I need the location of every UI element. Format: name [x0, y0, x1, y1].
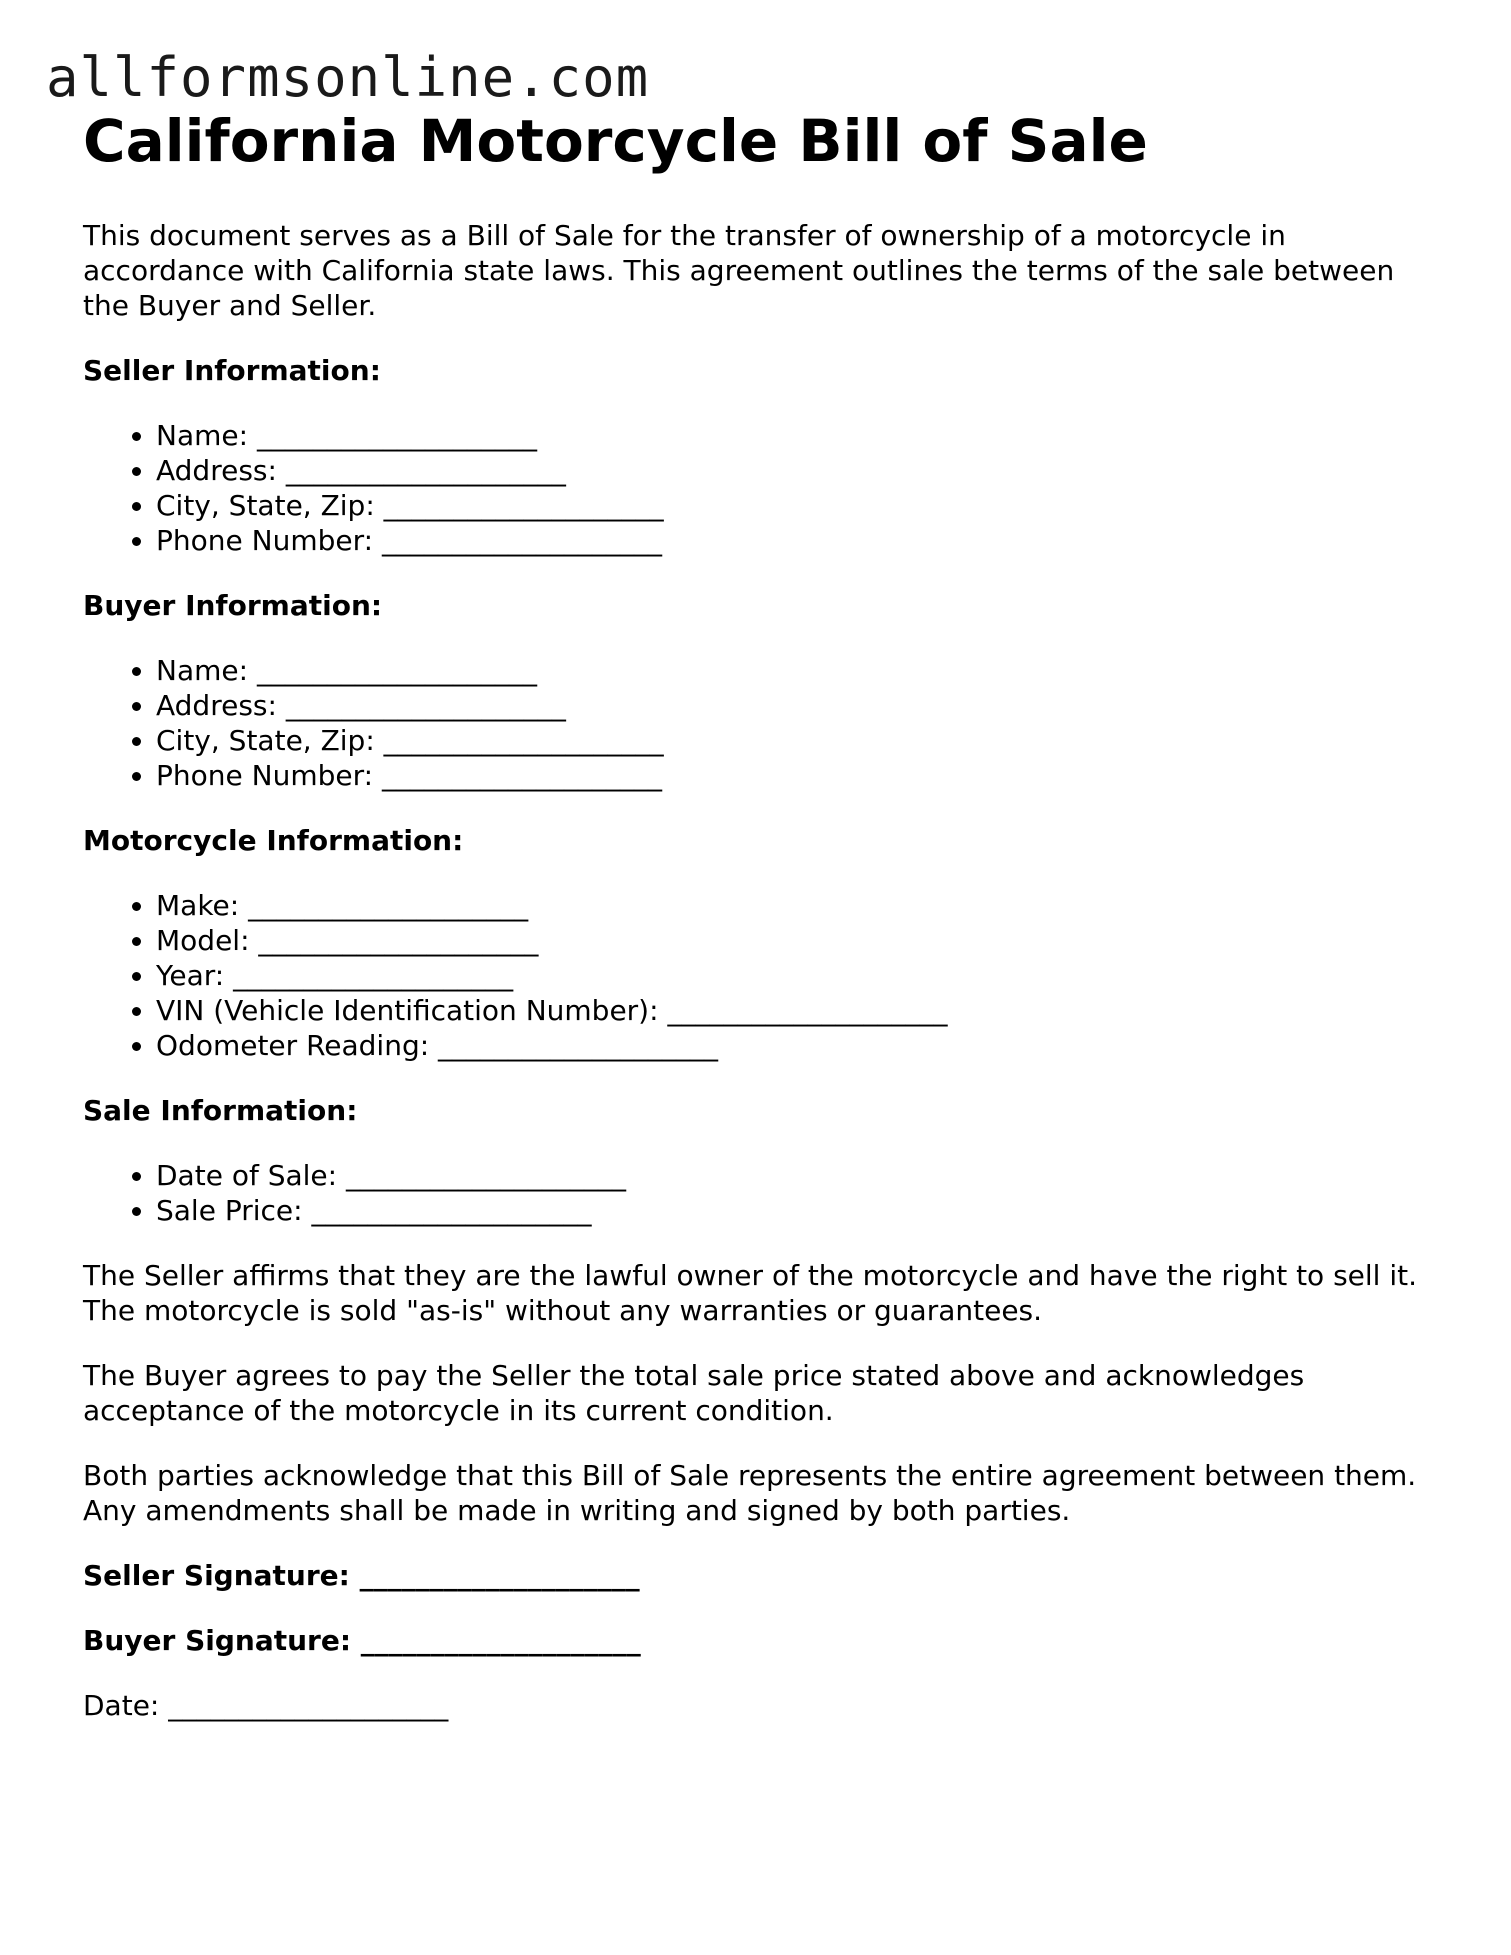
- buyer-city-state-zip-field: • City, State, Zip: ____________________: [156, 723, 1423, 758]
- motorcycle-information-list: [83, 888, 1423, 1063]
- page-title: California Motorcycle Bill of Sale: [83, 107, 1148, 175]
- entire-agreement-paragraph: Both parties acknowledge that this Bill of Sale represents the entire agreement between them. Any amendments shall be made in writing and signed by both parties.: [83, 1459, 1417, 1527]
- buyer-information-list: [83, 653, 1423, 793]
- motorcycle-model-field: • Model: ____________________: [156, 923, 1423, 958]
- sale-date-field: • Date of Sale: ____________________: [156, 1158, 1423, 1193]
- seller-city-state-zip-field: • City, State, Zip: ____________________: [156, 488, 1423, 523]
- buyer-address-field: • Address: ____________________: [156, 688, 1423, 723]
- date-line: Date: ____________________: [83, 1689, 449, 1722]
- seller-address-field: • Address: ____________________: [156, 453, 1423, 488]
- motorcycle-vin-field: • VIN (Vehicle Identification Number): ____________________: [156, 993, 1423, 1028]
- watermark-text: allformsonline.com: [46, 46, 650, 109]
- buyer-name-field: • Name: ____________________: [156, 653, 1423, 688]
- seller-signature-line: Seller Signature: ____________________: [83, 1559, 640, 1592]
- buyer-information-heading: Buyer Information:: [83, 589, 383, 622]
- seller-affirmation-paragraph: The Seller affirms that they are the lawful owner of the motorcycle and have the right to sell it. The motorcycle is sold "as-is" without any warranties or guarantees.: [83, 1259, 1418, 1327]
- seller-name-field: • Name: ____________________: [156, 418, 1423, 453]
- seller-information-list: [83, 418, 1423, 558]
- motorcycle-odometer-field: • Odometer Reading: ____________________: [156, 1028, 1423, 1063]
- buyer-signature-line: Buyer Signature: ____________________: [83, 1624, 641, 1657]
- intro-paragraph: This document serves as a Bill of Sale for the transfer of ownership of a motorcycle in accordance with California state laws. This agreement outlines the terms of the sale between the Buyer and Seller.: [83, 219, 1395, 322]
- seller-information-heading: Seller Information:: [83, 354, 381, 387]
- motorcycle-information-heading: Motorcycle Information:: [83, 824, 464, 857]
- sale-price-field: • Sale Price: ____________________: [156, 1193, 1423, 1228]
- motorcycle-year-field: • Year: ____________________: [156, 958, 1423, 993]
- buyer-phone-field: • Phone Number: ____________________: [156, 758, 1423, 793]
- sale-information-heading: Sale Information:: [83, 1094, 358, 1127]
- seller-phone-field: • Phone Number: ____________________: [156, 523, 1423, 558]
- motorcycle-make-field: • Make: ____________________: [156, 888, 1423, 923]
- document-body: [83, 104, 1423, 1723]
- sale-information-list: [83, 1158, 1423, 1228]
- buyer-agreement-paragraph: The Buyer agrees to pay the Seller the total sale price stated above and acknowledges acceptance of the motorcycle in its current condition.: [83, 1359, 1305, 1427]
